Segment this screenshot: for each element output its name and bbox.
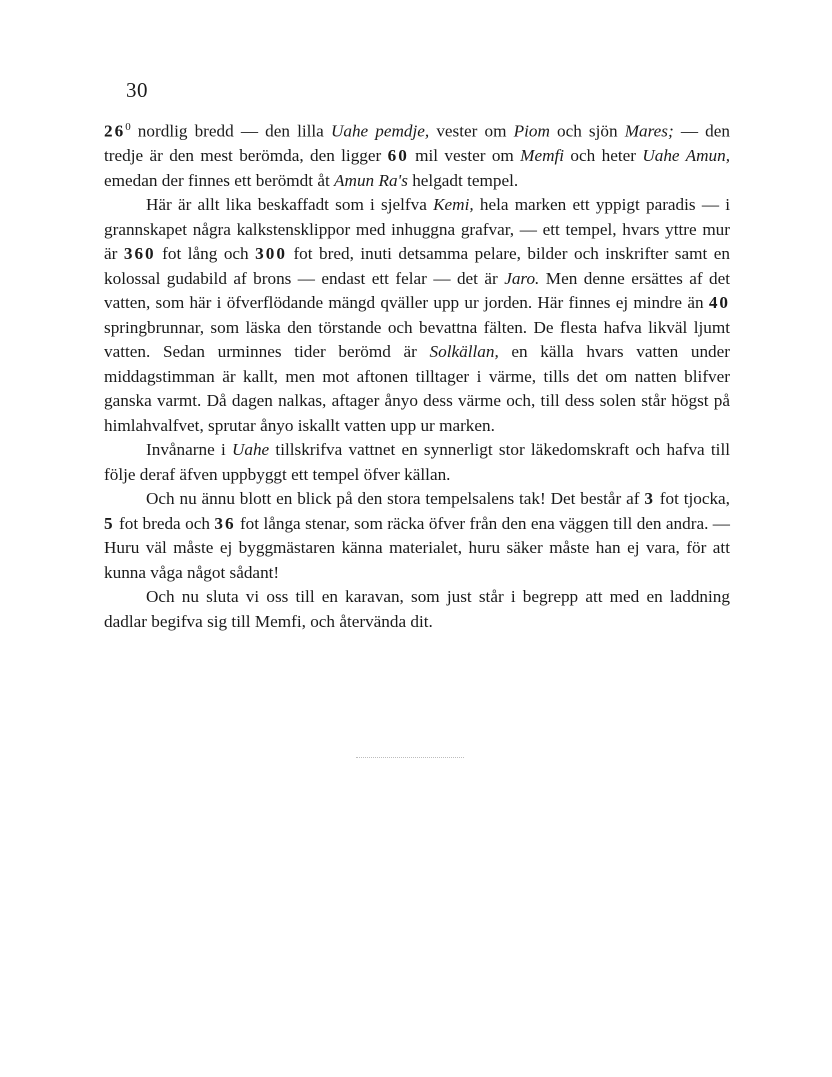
text-segment: helgadt tempel. <box>407 170 519 190</box>
text-segment: Jaro. <box>504 268 540 288</box>
text-segment: fot breda och <box>114 513 215 533</box>
text-segment: tillskrifva vattnet en synnerligt stor läkedomskraft och hafva till följe deraf äfven uppbyggt ett tempel öfver källan. <box>104 440 731 484</box>
text-segment: och sjön <box>549 121 625 141</box>
text-segment: Invånarne i <box>146 440 232 460</box>
text-segment: 5 <box>104 513 115 533</box>
text-segment: 36 <box>214 513 236 533</box>
paragraph-1 <box>104 115 730 193</box>
text-segment: Mares; <box>624 121 674 141</box>
paragraph-3 <box>104 438 730 487</box>
text-segment: fot bred, inuti detsamma pelare, bilder och inskrifter samt en kolossal gudabild af brons — endast ett felar — det är <box>104 244 730 288</box>
text-segment: Uahe Amun, <box>642 146 730 166</box>
text-segment: Amun Ra's <box>334 170 408 190</box>
text-segment: fot långa stenar, som räcka öfver från den ena väggen till den andra. — Huru väl måste ej byggmästaren känna materialet, huru säker måste han ej vara, för att kunna våga något sådant! <box>104 513 730 582</box>
text-segment: Uahe pemdje, <box>330 121 430 141</box>
text-segment: Men denne ersättes af det vatten, som här i öfverflödande mängd qväller upp ur jorden. Här finnes ej mindre än <box>104 268 730 313</box>
text-segment: 300 <box>255 244 287 264</box>
text-segment: Uahe <box>231 440 270 460</box>
paragraph-5 <box>104 585 730 634</box>
text-segment: vester om <box>429 121 514 141</box>
text-segment: fot lång och <box>155 244 256 264</box>
text-segment: 3 <box>644 489 655 509</box>
text-segment: — den tredje är den mest berömda, den ligger <box>104 121 730 166</box>
book-page <box>104 78 730 634</box>
text-segment: Kemi, <box>433 195 474 215</box>
paragraph-2 <box>104 193 730 438</box>
text-segment: emedan der finnes ett berömdt åt <box>104 170 335 190</box>
text-segment: 60 <box>387 146 409 166</box>
text-segment: Memfi <box>520 146 565 166</box>
text-segment: 0 <box>125 121 131 133</box>
text-segment: Och nu sluta vi oss till en karavan, som just står i begrepp att med en laddning dadlar begifva sig till Memfi, och återvända dit. <box>104 587 730 631</box>
text-segment: Piom <box>513 121 550 141</box>
paragraph-4 <box>104 487 730 585</box>
text-segment: 40 <box>708 293 730 313</box>
page-number: 30 <box>126 78 148 102</box>
text-segment: Solkällan, <box>429 342 499 362</box>
text-segment: Här är allt lika beskaffadt som i sjelfva <box>146 195 434 215</box>
text-segment: 26 <box>104 121 126 141</box>
end-divider <box>356 757 464 758</box>
text-segment: springbrunnar, som läska den törstande och bevattna fälten. De flesta hafva likväl ljumt vatten. Sedan urminnes tider berömd är <box>104 317 730 362</box>
text-segment: mil vester om <box>408 146 521 166</box>
text-segment: Och nu ännu blott en blick på den stora tempelsalens tak! Det består af <box>146 489 645 509</box>
text-segment: en källa hvars vatten under middagstimman är kallt, men mot aftonen tilltager i värme, tills det om natten blifver ganska varmt. Då dagen nalkas, aftager ånyo dess värme och, till dess solen står högst på himlahvalfvet, sprutar ånyo iskallt vatten upp ur marken. <box>104 342 730 435</box>
text-segment: 360 <box>123 244 156 264</box>
text-segment: hela marken ett yppigt paradis — i grannskapet några kalkstensklippor med inhuggna grafvar, — ett tempel, hvars yttre mur är <box>104 195 730 264</box>
text-segment: och heter <box>564 146 643 166</box>
text-segment: fot tjocka, <box>654 489 730 509</box>
text-segment: nordlig bredd — den lilla <box>130 121 331 141</box>
